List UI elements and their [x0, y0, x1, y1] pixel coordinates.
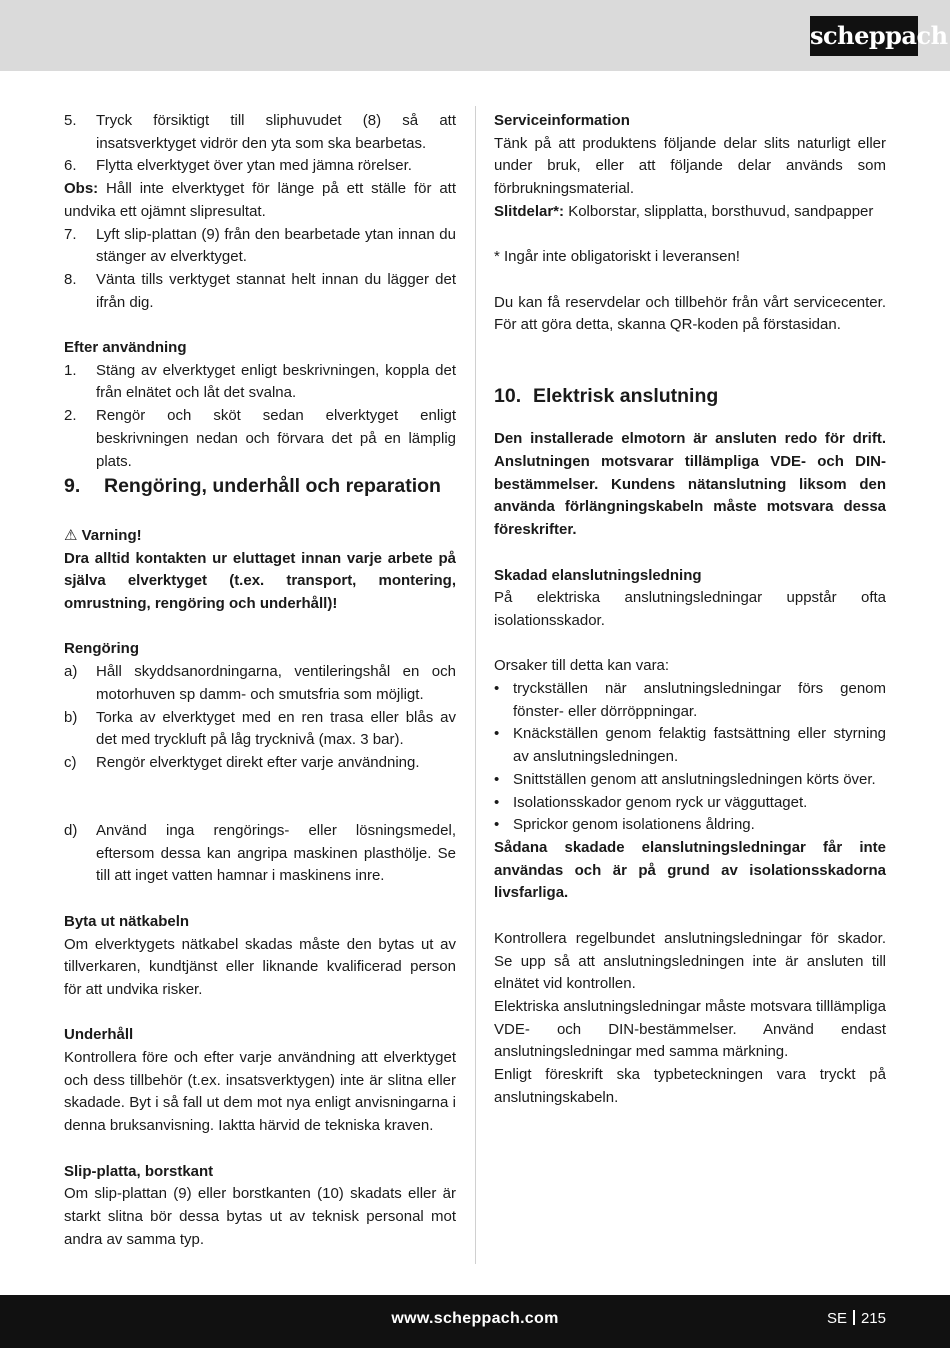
list-letter: a): [64, 663, 78, 681]
list-text: Torka av elverktyget med en ren trasa eller blås av det med tryckluft på låg trycknivå (max. 3 bar).: [96, 708, 456, 749]
section-number: 9.: [64, 475, 81, 498]
list-item: [64, 820, 456, 888]
service-heading: Serviceinformation: [494, 112, 630, 129]
list-number: 6.: [64, 157, 77, 175]
language-code: SE: [826, 1310, 847, 1327]
warning-title: Varning!: [81, 526, 142, 544]
list-number: 8.: [64, 270, 77, 288]
list-text: Rengör och sköt sedan elverktyget enligt beskrivningen nedan och förvara det på en lämplig plats.: [96, 407, 456, 470]
power-cable-text: Om elverktygets nätkabel skadas måste den bytas ut av tillverkaren, kundtjänst eller liknande kvalificerad person för att undvika risker.: [64, 935, 456, 998]
sanding-pad-heading: Slip-platta, borstkant: [64, 1162, 214, 1180]
maintenance-heading: Underhåll: [64, 1026, 134, 1044]
page-number: 215: [860, 1310, 886, 1327]
damaged-cable-heading: Skadad elanslutningsledning: [494, 566, 702, 584]
list-item: [64, 110, 456, 155]
list-letter: d): [64, 822, 78, 840]
after-use-heading: Efter användning: [64, 339, 187, 357]
wear-parts-text: Kolborstar, slipplatta, borsthuvud, sandpapper: [564, 202, 874, 220]
scheppach-logo: scheppach: [810, 16, 918, 56]
causes-intro: Orsaker till detta kan vara:: [494, 657, 670, 675]
section-title: Rengöring, underhåll och reparation: [104, 475, 441, 498]
footnote: * Ingår inte obligatoriskt i leveransen!: [494, 248, 740, 266]
section-9-heading: [64, 475, 456, 498]
bullet-text: Knäckställen genom felaktig fastsättning eller styrning av anslutningsledningen.: [513, 725, 886, 766]
warning-text: Dra alltid kontakten ur eluttaget innan varje arbete på själva elverktyget (t.ex. transport, montering, omrustning, rengöring och underhåll)!: [64, 549, 456, 613]
bullet-item: [494, 792, 886, 815]
bullet-text: Sprickor genom isolationens åldring.: [513, 816, 755, 834]
bullet-text: Snittställen genom att anslutningsledningen körts över.: [513, 770, 876, 788]
list-number: 7.: [64, 225, 77, 243]
list-number: 2.: [64, 407, 77, 425]
list-item: [64, 224, 456, 269]
header-bar: [0, 0, 950, 71]
check-text: Kontrollera regelbundet anslutningsledningar för skador. Se upp så att anslutningsledningen inte är ansluten till elnätet vid kontrollen.: [494, 929, 886, 993]
separator: [853, 1310, 855, 1325]
list-item: [64, 752, 456, 775]
page-indicator: [827, 1295, 886, 1342]
obs-label: Obs:: [64, 180, 99, 198]
list-text: Tryck försiktigt till sliphuvudet (8) så att insatsverktyget vidrör den yta som ska bearbetas.: [96, 112, 456, 152]
maintenance-text: Kontrollera före och efter varje användning att elverktyget och dess tillbehör (t.ex. insatsverktygen) inte är slitna eller skadade. Byt i så fall ut dem mot nya enligt anvisningarna i denna bruksanvisning. Iaktta härvid de tekniska kraven.: [64, 1049, 456, 1135]
bullet-text: tryckställen när anslutningsledningar förs genom fönster- eller dörröppningar.: [513, 680, 886, 720]
list-number: 5.: [64, 112, 77, 129]
electrical-intro: Den installerade elmotorn är ansluten redo för drift. Anslutningen motsvarar tillämpliga VDE- och DIN-bestämmelser. Kundens nätanslutning liksom den använda förlängningskabeln måste motsvara dessa föreskrifter.: [494, 430, 886, 539]
website-link[interactable]: www.scheppach.com: [391, 1310, 559, 1327]
right-column: [494, 110, 886, 1109]
service-text: Tänk på att produktens följande delar slits naturligt eller under bruk, eller att följande delar används som förbrukningsmaterial.: [494, 134, 886, 198]
list-item: [64, 661, 456, 706]
danger-text: Sådana skadade elanslutningsledningar får inte användas och är på grund av isolationsskadorna livsfarliga.: [494, 839, 886, 902]
wear-parts-label: Slitdelar*:: [494, 202, 565, 220]
list-text: Vänta tills verktyget stannat helt innan du lägger det ifrån dig.: [96, 270, 456, 311]
cleaning-heading: Rengöring: [64, 640, 139, 658]
bullet-icon: •: [494, 816, 500, 834]
left-column: [64, 110, 456, 1251]
list-item: [64, 269, 456, 314]
section-10-heading: [494, 385, 886, 408]
bullet-item: [494, 723, 886, 768]
list-text: Flytta elverktyget över ytan med jämna rörelser.: [96, 157, 412, 175]
section-title: Elektrisk anslutning: [533, 385, 719, 408]
list-item: [64, 707, 456, 752]
list-text: Rengör elverktyget direkt efter varje användning.: [96, 753, 420, 771]
sanding-pad-text: Om slip-plattan (9) eller borstkanten (10) skadats eller är starkt slitna bör dessa bytas ut av teknisk personal mot andra av samma typ.: [64, 1185, 456, 1248]
wear-parts: [494, 201, 886, 224]
list-item: [64, 155, 456, 178]
bullet-icon: •: [494, 793, 500, 811]
bullet-item: [494, 769, 886, 792]
obs-note: [64, 178, 456, 223]
list-text: Stäng av elverktyget enligt beskrivningen, koppla det från elnätet och låt det svalna.: [96, 361, 456, 402]
bullet-text: Isolationsskador genom ryck ur vägguttaget.: [513, 793, 808, 811]
bullet-icon: •: [494, 680, 500, 698]
footer-bar: [0, 1295, 950, 1348]
bullet-item: [494, 814, 886, 837]
list-number: 1.: [64, 361, 77, 379]
warning-triangle-icon: ⚠: [64, 526, 78, 544]
type-text: Enligt föreskrift ska typbeteckningen vara tryckt på anslutningskabeln.: [494, 1066, 886, 1106]
damaged-cable-text: På elektriska anslutningsledningar uppstår ofta isolationsskador.: [494, 589, 886, 629]
bullet-item: [494, 678, 886, 723]
list-item: [64, 360, 456, 405]
bullet-icon: •: [494, 770, 500, 788]
list-text: Håll skyddsanordningarna, ventileringshål en och motorhuven sp damm- och smutsfria som möjligt.: [96, 663, 456, 703]
list-text: Lyft slip-plattan (9) från den bearbetade ytan innan du stänger av elverktyget.: [96, 225, 456, 266]
list-item: [64, 405, 456, 473]
column-divider: [475, 106, 476, 1264]
list-text: Använd inga rengörings- eller lösningsmedel, eftersom dessa kan angripa maskinen plasthölje. Se till att inget vatten hamnar i maskinens inre.: [96, 822, 456, 885]
requirements-text: Elektriska anslutningsledningar måste motsvara tilllämpliga VDE- och DIN-bestämmelser. Använd endast anslutningsledningar med samma märkning.: [494, 997, 886, 1061]
spare-parts-text: Du kan få reservdelar och tillbehör från vårt servicecenter. För att göra detta, skanna QR-koden på förstasidan.: [494, 293, 886, 334]
obs-text: Håll inte elverktyget för länge på ett ställe för att undvika ett ojämnt slipresultat.: [64, 180, 456, 220]
bullet-icon: •: [494, 725, 500, 743]
list-letter: c): [64, 753, 77, 771]
warning-title-line: [64, 525, 456, 548]
section-number: 10.: [494, 385, 522, 408]
power-cable-heading: Byta ut nätkabeln: [64, 912, 190, 930]
list-letter: b): [64, 708, 78, 726]
